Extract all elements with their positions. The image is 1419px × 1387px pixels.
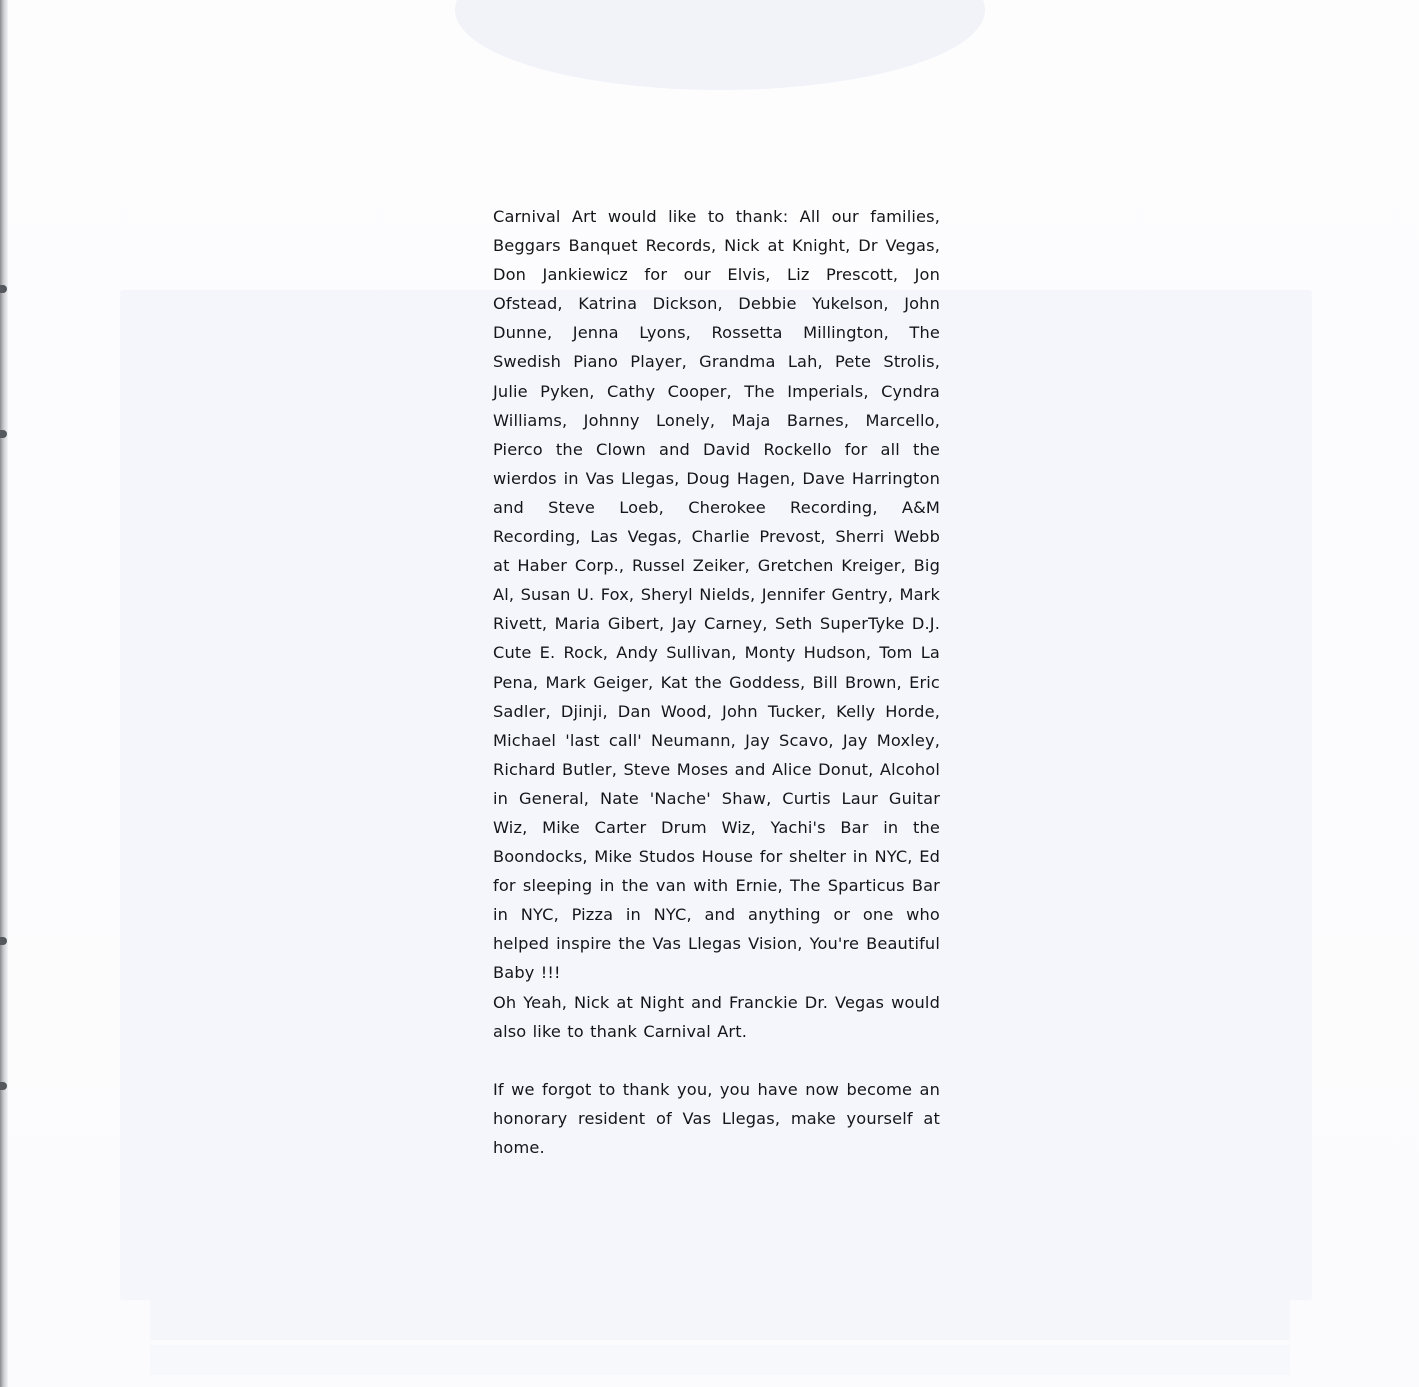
show-through-band-lower — [150, 1345, 1290, 1375]
forgot-paragraph: If we forgot to thank you, you have now become an honorary resident of Vas Llegas, make yourself at home. — [493, 1079, 940, 1157]
thank-you-text — [493, 202, 940, 1162]
paragraph-gap — [493, 1046, 940, 1075]
thanks-paragraph: Carnival Art would like to thank: All our families, Beggars Banquet Records, Nick at Knight, Dr Vegas, Don Jankiewicz for our Elvis, Liz Prescott, Jon Ofstead, Katrina Dickson, Debbie Yukelson, John Dunne, Jenna Lyons, Rossetta Millington, The Swedish Piano Player, Grandma Lah, Pete Strolis, Julie Pyken, Cathy Cooper, The Imperials, Cyndra Williams, Johnny Lonely, Maja Barnes, Marcello, Pierco the Clown and David Rockello for all the wierdos in Vas Llegas, Doug Hagen, Dave Harrington and Steve Loeb, Cherokee Recording, A&M Recording, Las Vegas, Charlie Prevost, Sherri Webb at Haber Corp., Russel Zeiker, Gretchen Kreiger, Big Al, Susan U. Fox, Sheryl Nields, Jennifer Gentry, Mark Rivett, Maria Gibert, Jay Carney, Seth SuperTyke D.J. Cute E. Rock, Andy Sullivan, Monty Hudson, Tom La Pena, Mark Geiger, Kat the Goddess, Bill Brown, Eric Sadler, Djinji, Dan Wood, John Tucker, Kelly Horde, Michael 'last call' Neumann, Jay Scavo, Jay Moxley, Richard Butler, Steve Moses and Alice Donut, Alcohol in General, Nate 'Nache' Shaw, Curtis Laur Guitar Wiz, Mike Carter Drum Wiz, Yachi's Bar in the Boondocks, Mike Studos House for shelter in NYC, Ed for sleeping in the van with Ernie, The Sparticus Bar in NYC, Pizza in NYC, and anything or one who helped inspire the Vas Llegas Vision, You're Beautiful Baby !!! — [493, 207, 940, 983]
show-through-oval — [455, 0, 985, 90]
binding-edge — [0, 0, 8, 1387]
show-through-band — [150, 1300, 1290, 1340]
closing-thanks-paragraph: Oh Yeah, Nick at Night and Franckie Dr. Vegas would also like to thank Carnival Art. — [493, 992, 940, 1041]
